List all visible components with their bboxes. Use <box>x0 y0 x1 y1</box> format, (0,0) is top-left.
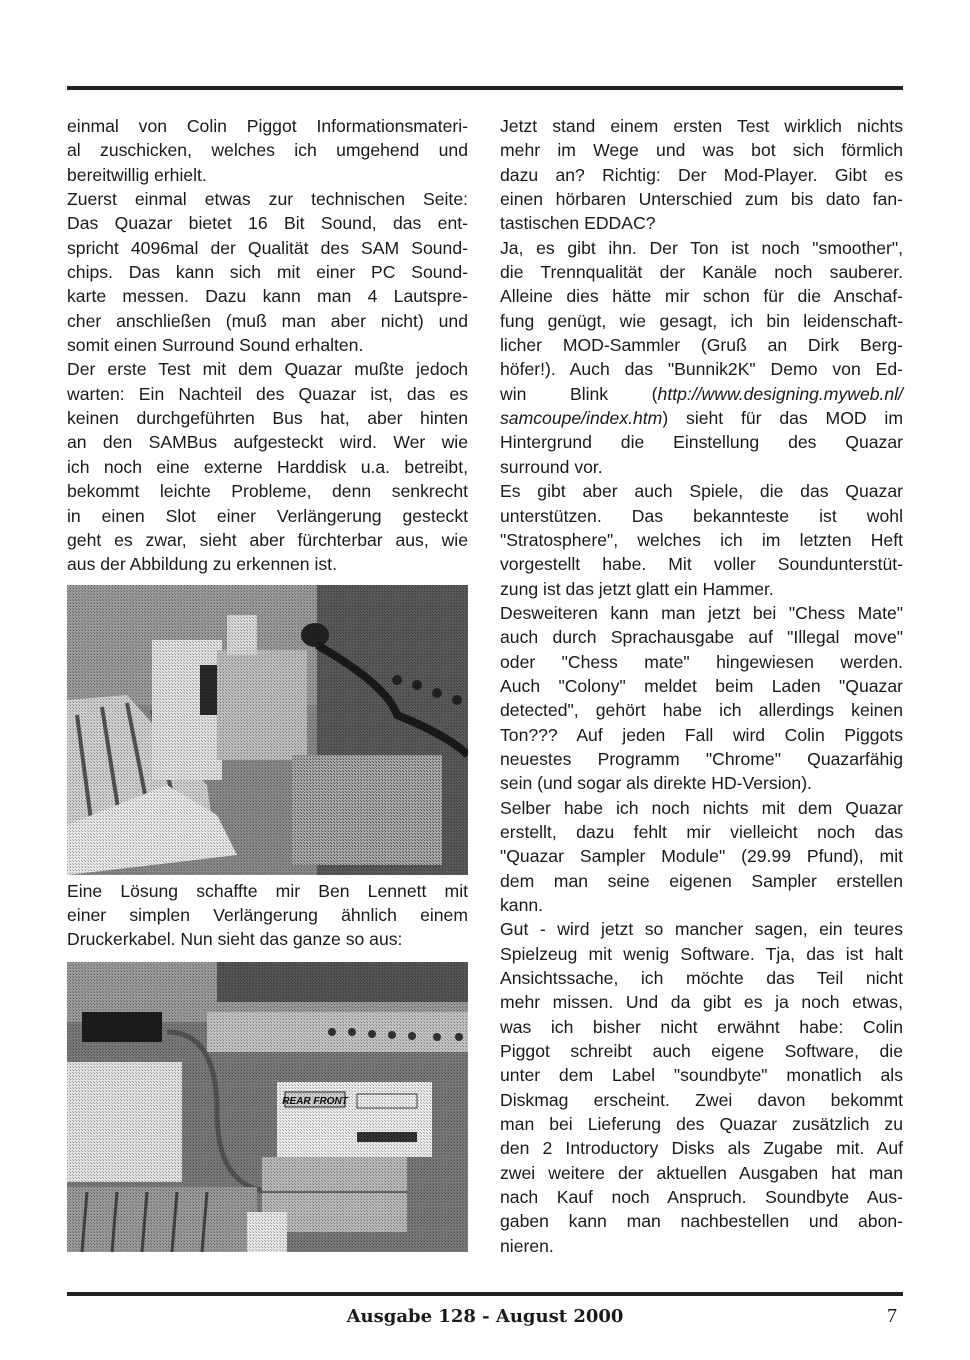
page-number: 7 <box>887 1305 897 1327</box>
text-line: ich noch eine externe Harddisk u.a. betreibt, <box>67 456 468 477</box>
text-line: dem man seine eigenen Sampler erstellen <box>500 870 903 891</box>
text-line: Ja, es gibt ihn. Der Ton ist noch "smoother", <box>500 237 903 258</box>
text-line: Der erste Test mit dem Quazar mußte jedoch <box>67 359 468 380</box>
text-line: Spielzeug mit wenig Software. Tja, das ist halt <box>500 943 903 964</box>
text-line: cher anschließen (muß man aber nicht) und <box>67 310 468 331</box>
text-line: chips. Das kann sich mit einer PC Sound- <box>67 262 468 283</box>
text-line: Druckerkabel. Nun sieht das ganze so aus: <box>67 929 403 950</box>
photo-quazar-extension <box>67 962 468 1252</box>
text-line: kann. <box>500 895 544 915</box>
text-line: Hintergrund die Einstellung des Quazar <box>500 432 903 453</box>
text-line: mehr missen. Und da gibt es ja noch etwas, <box>500 992 903 1013</box>
photo-quazar-vertical-image <box>67 585 468 875</box>
right-column <box>500 114 903 1258</box>
text-line: einen hörbaren Unterschied zum bis dato fan- <box>500 189 903 210</box>
text-line: keinen durchgeführten Bus hat, aber hinten <box>67 408 468 429</box>
text-line: spricht 4096mal der Qualität des SAM Sound- <box>67 237 468 258</box>
text-line: gaben kann man nachbestellen und abon- <box>500 1211 903 1232</box>
text-line: Diskmag erscheint. Zwei davon bekommt <box>500 1089 903 1110</box>
text-line: Ton??? Auf jeden Fall wird Colin Piggots <box>500 724 903 745</box>
text-line: einmal von Colin Piggot Informationsmateri- <box>67 116 468 136</box>
text-line: Jetzt stand einem ersten Test wirklich nichts <box>500 116 903 136</box>
text-line <box>500 406 903 430</box>
text-line: Das Quazar bietet 16 Bit Sound, das ent- <box>67 213 468 234</box>
left-column <box>67 114 468 1256</box>
footer-issue: Ausgabe 128 - August 2000 <box>346 1306 624 1327</box>
text-line: bekommt leichte Probleme, denn senkrecht <box>67 481 468 502</box>
text-line: licher MOD-Sammler (Gruß an Dirk Berg- <box>500 335 903 356</box>
text-line: höfer!). Auch das "Bunnik2K" Demo von Ed- <box>500 359 903 380</box>
text-line: Zuerst einmal etwas zur technischen Seite: <box>67 189 468 210</box>
url-link[interactable]: http://www.designing.myweb.nl/ <box>657 383 903 404</box>
text-line: mehr im Wege und was bot sich förmlich <box>500 140 903 161</box>
text-line: Es gibt aber auch Spiele, die das Quazar <box>500 481 903 502</box>
text-line: "Stratosphere", welches ich im letzten Heft <box>500 529 903 550</box>
text-line: erstellt, dazu fehlt mir vielleicht noch das <box>500 821 903 842</box>
top-rule <box>67 86 903 90</box>
text-line <box>500 382 903 406</box>
text-fragment: ) sieht für das MOD im <box>662 408 903 429</box>
text-line: in einen Slot einer Verlängerung gesteckt <box>67 505 468 526</box>
text-line: Desweiteren kann man jetzt bei "Chess Mate" <box>500 602 903 623</box>
url-link[interactable]: samcoupe/index.htm <box>500 408 663 429</box>
text-line: detected", gehört habe ich allerdings keinen <box>500 700 903 721</box>
text-line: fung genügt, wie gesagt, ich bin leidenschaft- <box>500 310 903 331</box>
text-line: unter dem Label "soundbyte" monatlich als <box>500 1065 903 1086</box>
text-line: Selber habe ich noch nichts mit dem Quazar <box>500 797 903 818</box>
text-line: an den SAMBus aufgesteckt wird. Wer wie <box>67 432 468 453</box>
text-line: "Quazar Sampler Module" (29.99 Pfund), mit <box>500 846 903 867</box>
text-line: nieren. <box>500 1235 554 1256</box>
text-line: zung ist das jetzt glatt ein Hammer. <box>500 578 774 599</box>
text-line: vorgestellt habe. Mit voller Soundunterstüt- <box>500 554 903 575</box>
text-line: somit einen Surround Sound erhalten. <box>67 335 364 356</box>
text-line: Ansichtssache, ich möchte das Teil nicht <box>500 968 903 989</box>
text-line: Eine Lösung schaffte mir Ben Lennett mit <box>67 880 468 901</box>
text-line: einer simplen Verlängerung ähnlich einem <box>67 904 468 925</box>
text-line: zwei weitere der aktuellen Ausgaben hat man <box>500 1162 903 1183</box>
text-line: aus der Abbildung zu erkennen ist. <box>67 554 337 575</box>
text-line: was ich bisher nicht erwähnt habe: Colin <box>500 1016 903 1037</box>
text-line: nach Kauf noch Anspruch. Soundbyte Aus- <box>500 1187 903 1208</box>
text-line: sein (und sogar als direkte HD-Version). <box>500 773 812 794</box>
text-line: al zuschicken, welches ich umgehend und <box>67 140 468 161</box>
text-line: die Trennqualität der Kanäle noch sauberer. <box>500 262 903 283</box>
text-line: karte messen. Dazu kann man 4 Lautspre- <box>67 286 468 307</box>
text-line: tastischen EDDAC? <box>500 213 656 234</box>
text-fragment: win Blink ( <box>500 383 658 404</box>
text-line: unterstützen. Das bekannteste ist wohl <box>500 505 903 526</box>
text-line: oder "Chess mate" hingewiesen werden. <box>500 651 903 672</box>
bottom-rule <box>67 1292 903 1296</box>
text-line: Gut - wird jetzt so mancher sagen, ein teures <box>500 919 903 940</box>
text-line: man bei Lieferung des Quazar zusätzlich zu <box>500 1114 903 1135</box>
text-line: Piggot schreibt auch eigene Software, die <box>500 1041 903 1062</box>
photo-quazar-extension-image <box>67 962 468 1252</box>
text-line: Alleine dies hätte mir schon für die Anschaf- <box>500 286 903 307</box>
text-line: den 2 Introductory Disks als Zugabe mit. Auf <box>500 1138 903 1159</box>
photo-quazar-vertical <box>67 585 468 875</box>
text-line: geht es zwar, sieht aber fürchterbar aus, wie <box>67 529 468 550</box>
text-line: auch durch Sprachausgabe auf "Illegal move" <box>500 627 903 648</box>
text-line: neuestes Programm "Chrome" Quazarfähig <box>500 748 903 769</box>
text-line: bereitwillig erhielt. <box>67 164 207 185</box>
text-line: surround vor. <box>500 456 603 477</box>
text-line: Auch "Colony" meldet beim Laden "Quazar <box>500 675 903 696</box>
text-line: dazu an? Richtig: Der Mod-Player. Gibt es <box>500 164 903 185</box>
text-line: warten: Ein Nachteil des Quazar ist, das es <box>67 383 468 404</box>
